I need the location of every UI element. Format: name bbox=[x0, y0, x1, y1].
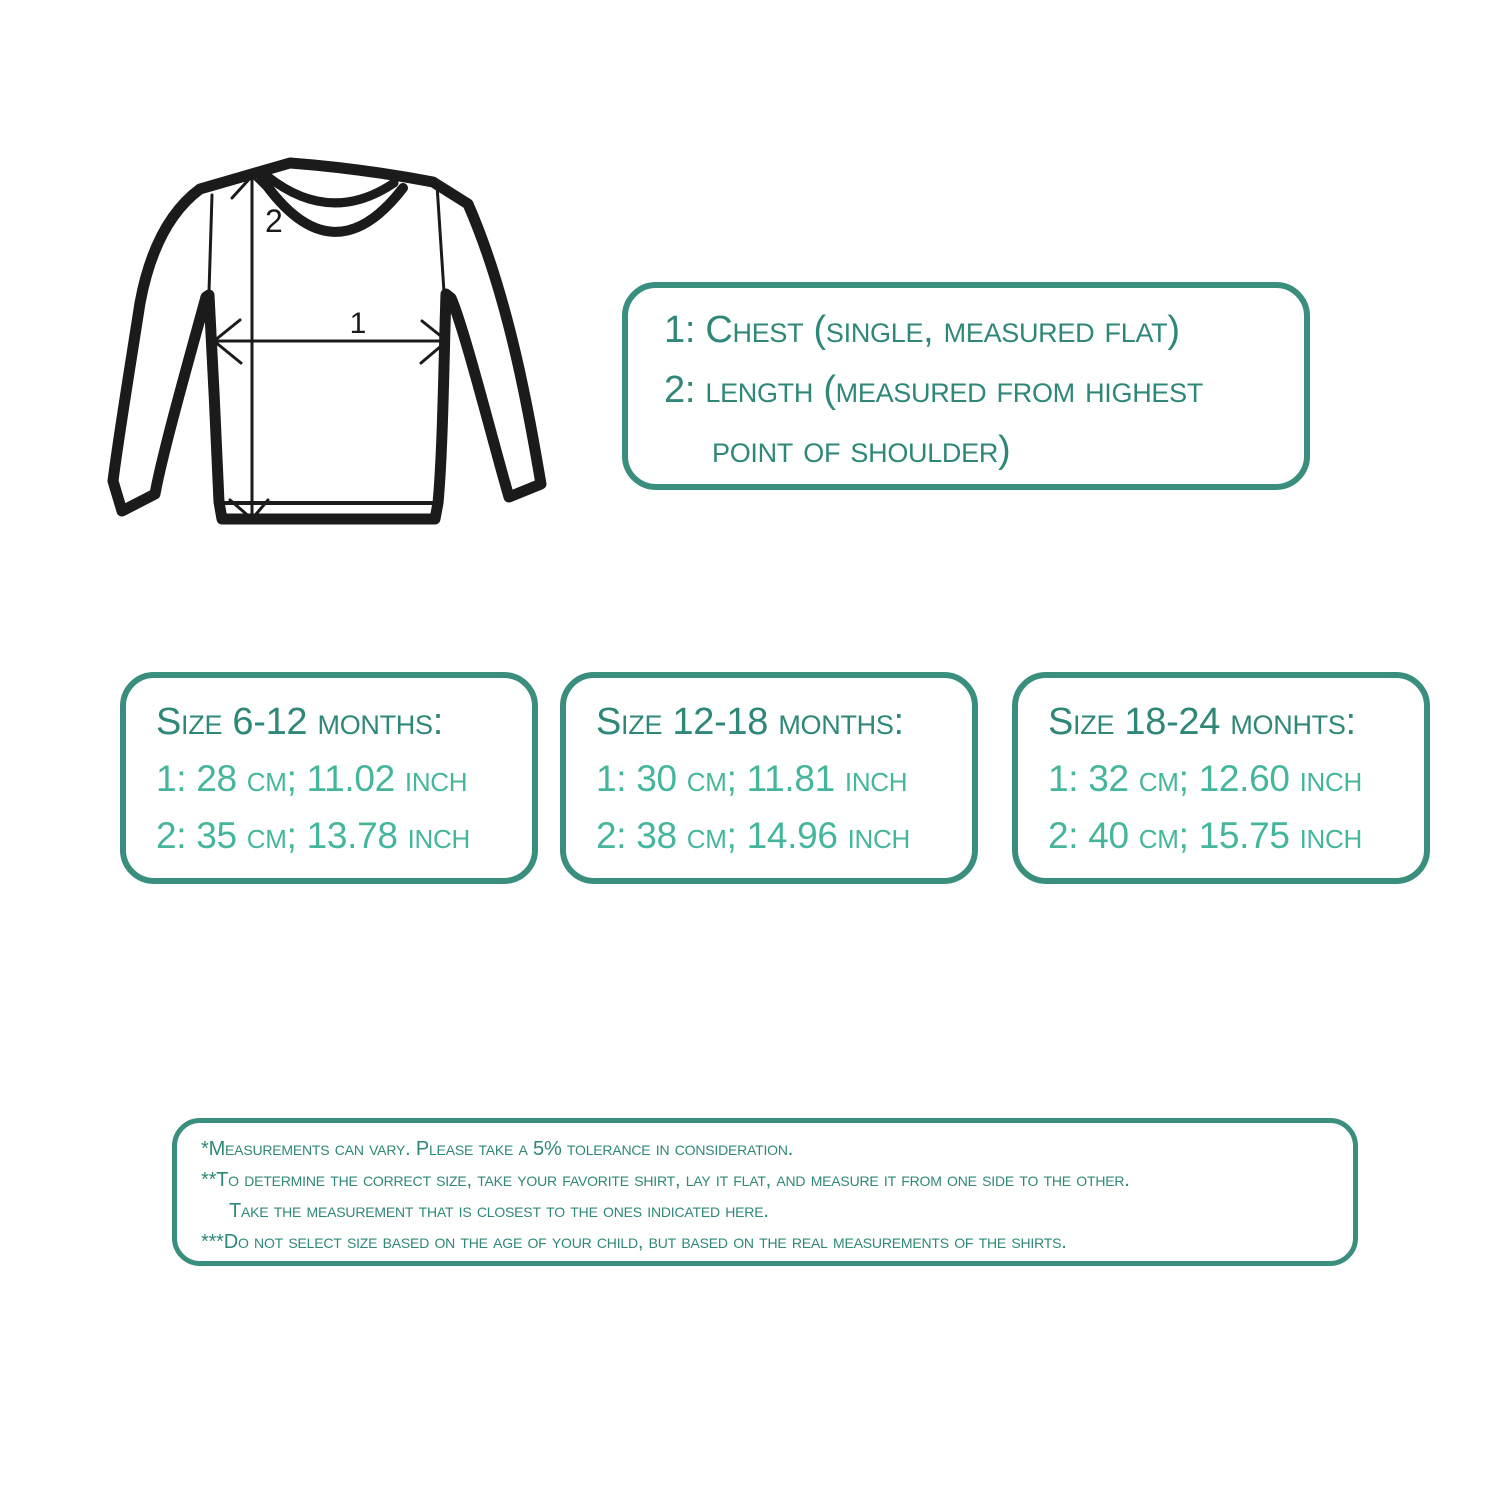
size-box-title: Size 18-24 monhts: bbox=[1048, 701, 1356, 743]
shirt-diagram bbox=[100, 140, 600, 570]
length-measurement: 2: 38 cm; 14.96 inch bbox=[596, 815, 910, 856]
note-line-tolerance: *Measurements can vary. Please take a 5% tolerance in consideration. bbox=[201, 1138, 794, 1160]
note-line-age-warning: ***Do not select size based on the age of your child, but based on the real measurements of the shirts. bbox=[201, 1231, 1067, 1253]
legend-line-chest: 1: Chest (single, measured flat) bbox=[664, 309, 1180, 351]
size-box-title: Size 12-18 months: bbox=[596, 701, 904, 743]
notes-box bbox=[172, 1118, 1358, 1266]
legend-line-length-cont: point of shoulder) bbox=[712, 429, 1011, 471]
legend-box bbox=[622, 282, 1310, 490]
chest-measurement: 1: 32 cm; 12.60 inch bbox=[1048, 758, 1362, 799]
legend-line-length: 2: length (measured from highest bbox=[664, 369, 1204, 411]
length-measurement: 2: 35 cm; 13.78 inch bbox=[156, 815, 470, 856]
chest-measurement: 1: 28 cm; 11.02 inch bbox=[156, 758, 468, 799]
chest-label: 1 bbox=[349, 307, 367, 340]
chest-measurement: 1: 30 cm; 11.81 inch bbox=[596, 758, 908, 799]
note-line-determine-cont: Take the measurement that is closest to the ones indicated here. bbox=[229, 1200, 769, 1222]
size-box-6-12-months bbox=[120, 672, 538, 884]
size-box-title: Size 6-12 months: bbox=[156, 701, 443, 743]
length-label: 2 bbox=[265, 203, 283, 239]
note-line-determine: **To determine the correct size, take your favorite shirt, lay it flat, and measure it from one side to the other. bbox=[201, 1169, 1130, 1191]
size-box-12-18-months bbox=[560, 672, 978, 884]
size-box-18-24-months bbox=[1012, 672, 1430, 884]
length-measurement: 2: 40 cm; 15.75 inch bbox=[1048, 815, 1362, 856]
